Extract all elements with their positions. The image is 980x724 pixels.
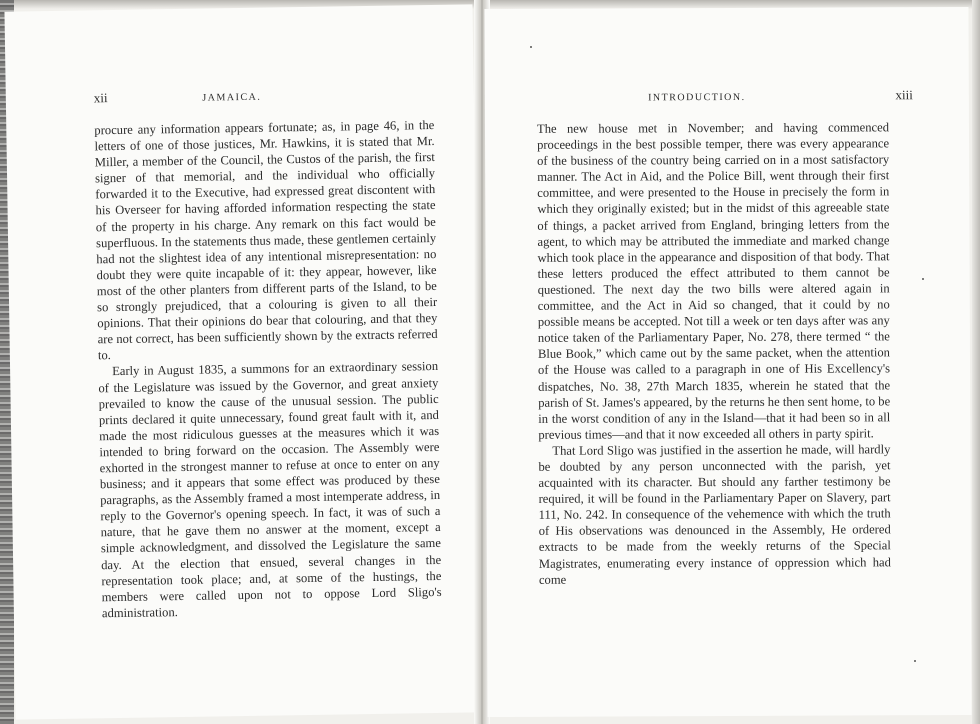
right-page <box>484 7 971 717</box>
right-page-number: xiii <box>895 87 913 103</box>
left-running-head <box>6 86 474 113</box>
left-paragraph-2: Early in August 1835, a summons for an extraordinary session of the Legislature was issued by the Governor, and great anxiety prevailed to know the cause of the unusual session. The public prints declared it quite unnecessary, found great fault with it, and made the most ridiculous guesses at the measures which it was intended to bring forward on the occasion. The Assembly were exhorted in the strongest manner to refuse at once to enter on any business; and it appears that some effect was produced by these paragraphs, as the Assembly framed a most intemperate address, in reply to the Governor's opening speech. In fact, it was of such a nature, that he gave them no answer at the moment, except a simple acknowledgment, and dissolved the Legislature the same day. At the election that ensued, several changes in the representation took place; and, at some of the hustings, the members were called upon not to oppose Lord Sligo's administration. <box>98 359 442 621</box>
ink-speck <box>922 278 924 280</box>
ink-speck <box>914 660 916 662</box>
right-paragraph-1: The new house met in November; and having commenced proceedings in the best possible temper, there was every appearance of the business of the country being carried on in a most satisfactory manner. The Act in Aid, and the Police Bill, went through their first committee, and were presented to the House in precisely the form in which they originally existed; but in the midst of this agreeable state of things, a packet arrived from England, bringing letters from the agent, to which may be attributed the immediate and marked change which took place in the appearance and disposition of that body. That these letters produced the effect attributed to them cannot be questioned. The next day the two bills were altered again in committee, and the Act in Aid so changed, that it could by no possible means be accepted. Not till a week or ten days after was any notice taken of the Parliamentary Paper, No. 278, there termed “ the Blue Book,” which came out by the same packet, when the attention of the House was called to a paragraph in one of His Excellency's dispatches, No. 38, 27th March 1835, wherein he stated that the parish of St. James's appeared, by the returns he then sent home, to be in the worst condition of any in the Island—that it had been so in all previous times—and that it now exceeded all others in party spirit. <box>536 120 891 442</box>
left-running-title: JAMAICA. <box>202 91 262 104</box>
left-paragraph-1: procure any information appears fortunate; as, in page 46, in the letters of one of those justices, Mr. Hawkins, it is stated that Mr. Miller, a member of the Council, the Custos of the parish, the first signer of that memorial, and the individual who officially forwarded it to the Executive, had expressed great discontent with his Overseer for having afforded information respecting the state of the property in his charge. Any remark on this fact would be superfluous. In the statements thus made, these gentlemen certainly had not the slightest idea of any intentional misrepresentation: no doubt they were quite incapable of it: they appear, however, like most of the other planters from different parts of the Island, to be so strongly prejudiced, that a colouring is given to all their opinions. That their opinions do bear that colouring, and that they are not correct, has been sufficiently shown by the extracts referred to. <box>94 117 438 363</box>
right-page-text <box>537 119 891 587</box>
right-paragraph-2: That Lord Sligo was justified in the assertion he made, will hardly be doubted by any person unconnected with the parish, yet acquainted with its character. But should any farther testimony be required, it will be found in the Parliamentary Paper on Slavery, part 111, No. 242. In consequence of the vehemence with which the truth of His observations was denounced in the Assembly, He ordered extracts to be made from the weekly returns of the Special Magistrates, enumerating every instance of oppression which had come <box>538 442 891 587</box>
left-page-number: xii <box>93 90 108 106</box>
ink-speck <box>530 46 532 48</box>
left-page <box>4 4 483 719</box>
right-page-edge <box>972 0 980 724</box>
left-page-text <box>94 117 442 621</box>
right-running-title: INTRODUCTION. <box>648 91 746 104</box>
right-running-head <box>485 89 969 111</box>
